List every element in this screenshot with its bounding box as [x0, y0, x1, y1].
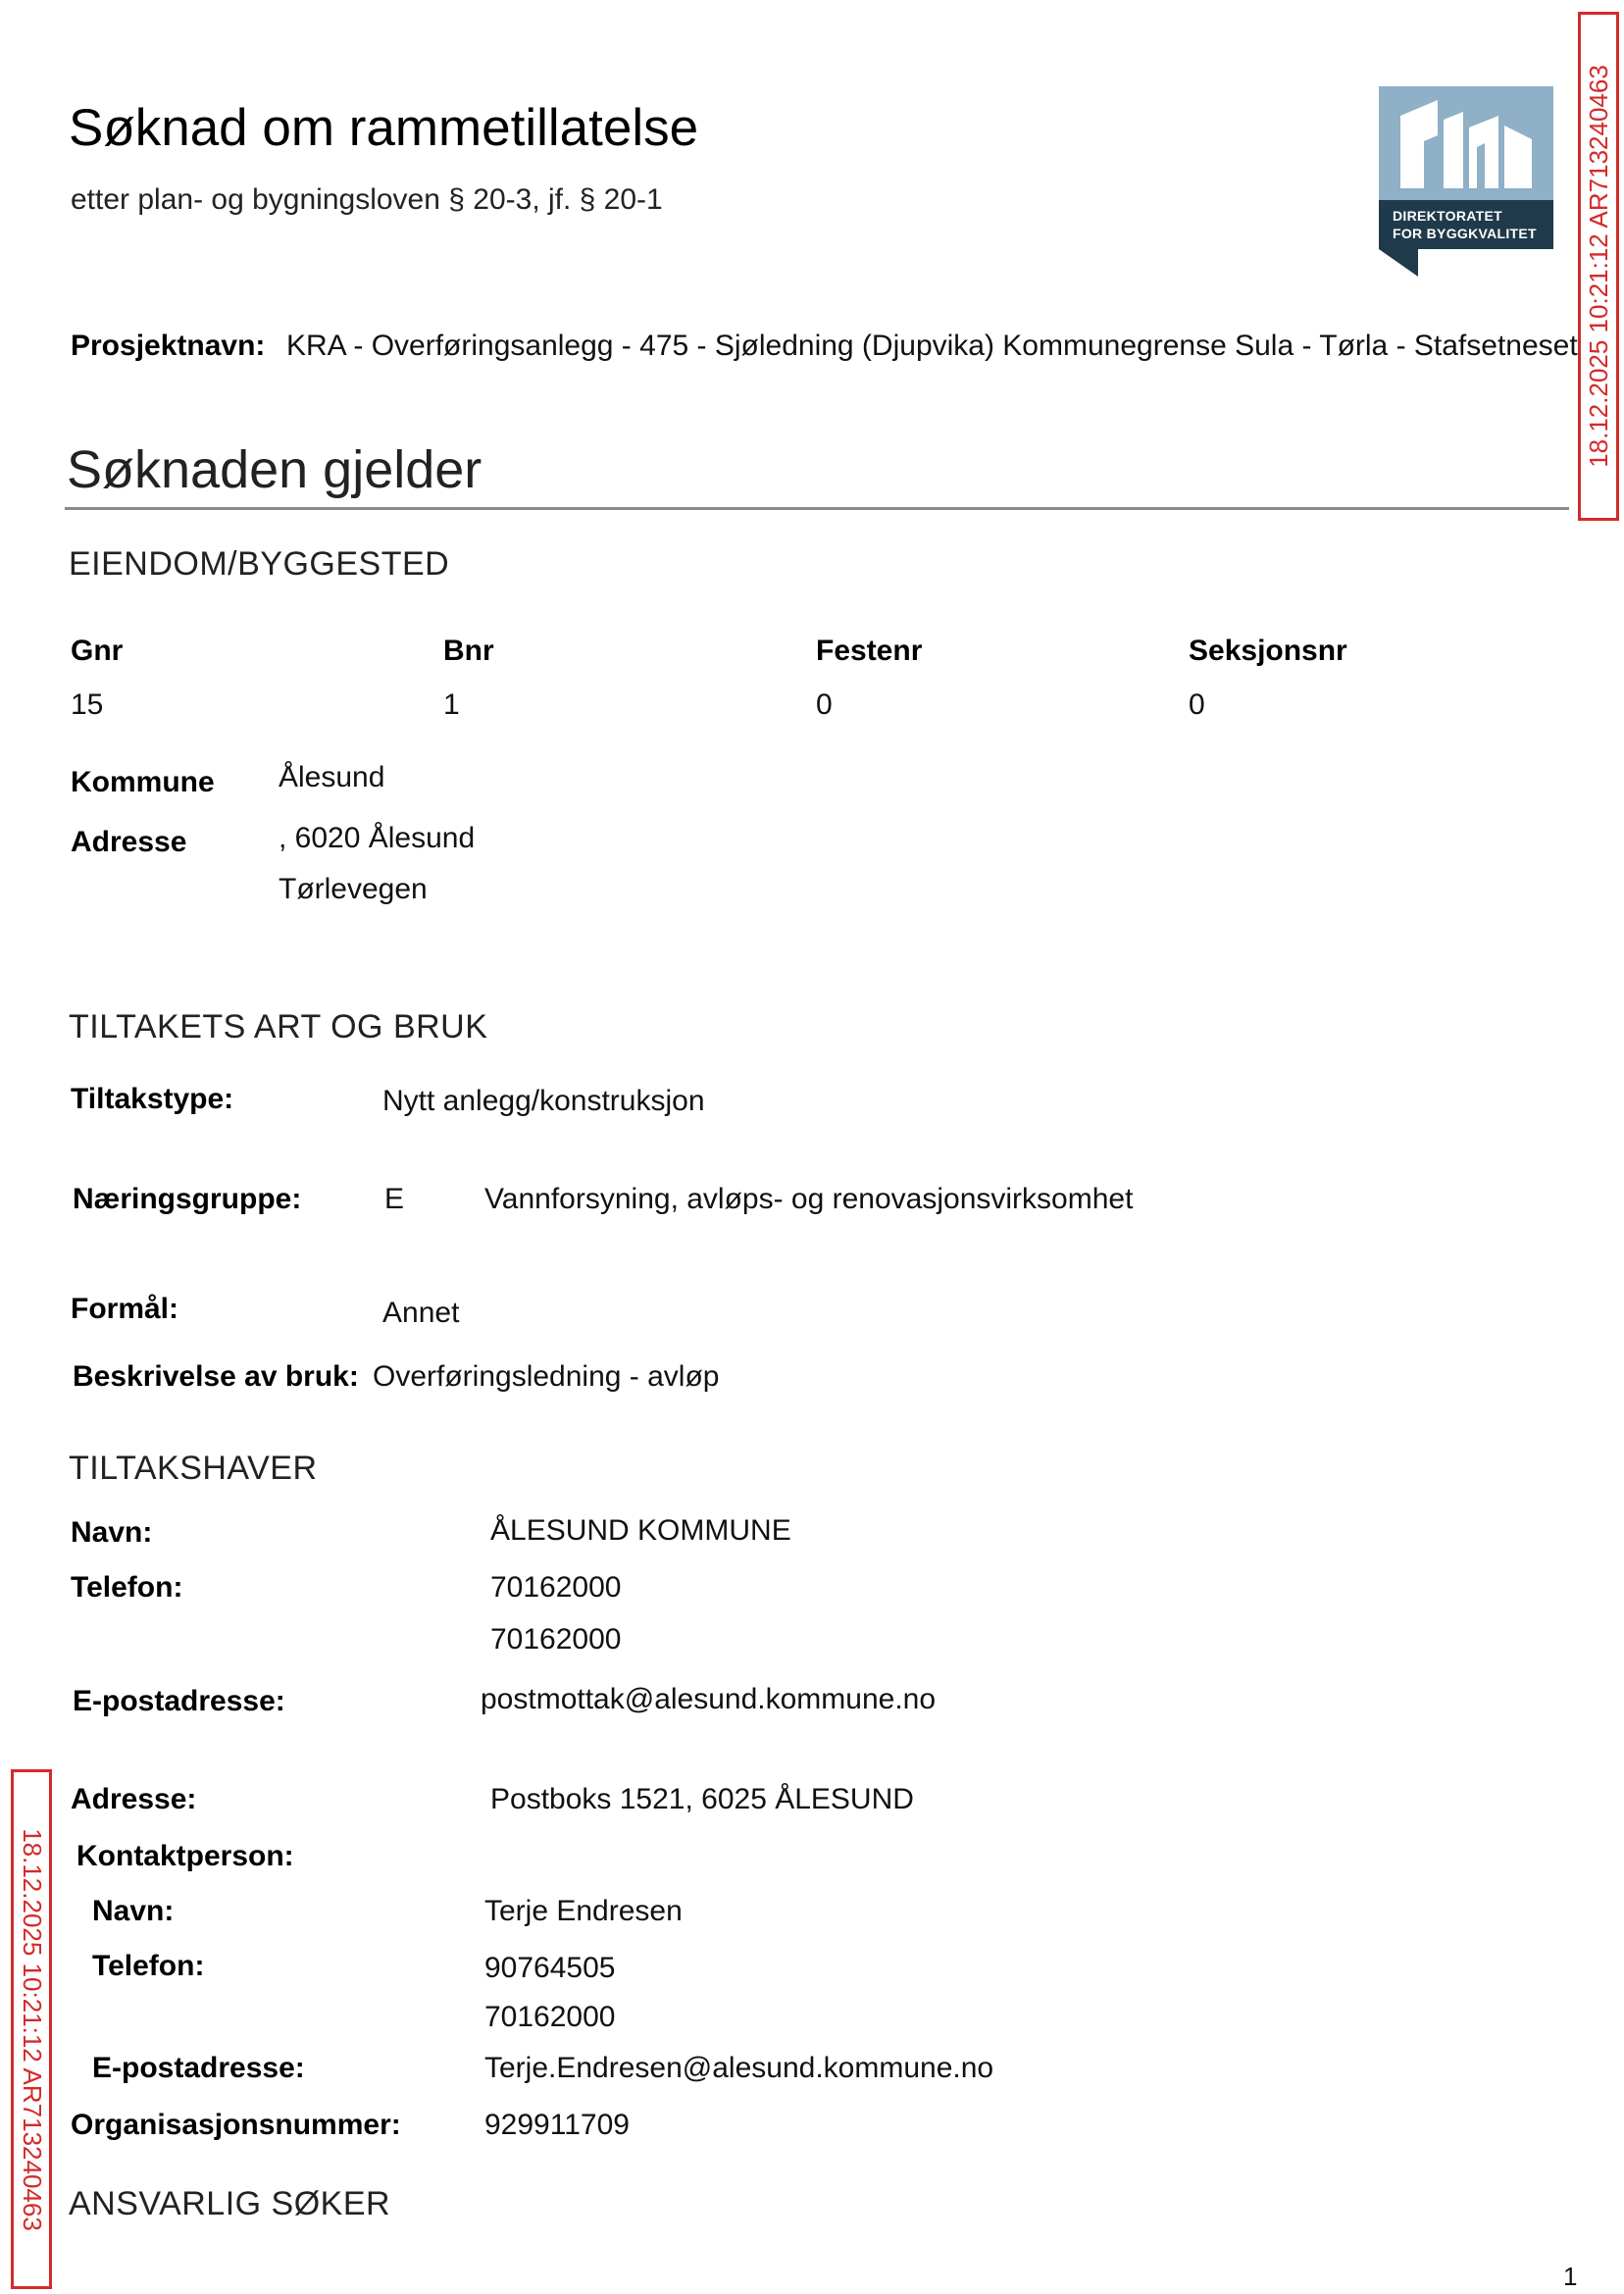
project-name-value: KRA - Overføringsanlegg - 475 - Sjøledning (Djupvika) Kommunegrense Sula - Tørla - Stafsetneset [286, 330, 1578, 362]
dibk-logo-mark-icon [1379, 86, 1553, 277]
adresse-line2: Tørlevegen [279, 873, 428, 905]
naeringsgruppe-code: E [384, 1183, 405, 1215]
project-name-label: Prosjektnavn: [71, 330, 266, 362]
page-title: Søknad om rammetillatelse [69, 99, 699, 157]
kontakt-epost-value: Terje.Endresen@alesund.kommune.no [484, 2052, 994, 2084]
kontakt-telefon1: 90764505 [484, 1952, 616, 1984]
logo-text-line2: FOR BYGGKVALITET [1393, 226, 1537, 241]
property-heading: EIENDOM/BYGGESTED [69, 545, 450, 583]
owner-heading: TILTAKSHAVER [69, 1450, 318, 1487]
owner-adresse-label: Adresse: [71, 1783, 197, 1815]
owner-telefon-label: Telefon: [71, 1571, 183, 1604]
festenr-value: 0 [816, 688, 833, 721]
owner-navn-label: Navn: [71, 1516, 153, 1549]
owner-telefon1: 70162000 [490, 1571, 622, 1604]
section-divider [65, 507, 1569, 510]
gnr-value: 15 [71, 688, 104, 721]
dibk-logo [1379, 86, 1553, 277]
orgnr-label: Organisasjonsnummer: [71, 2109, 401, 2141]
formal-value: Annet [382, 1297, 460, 1329]
festenr-label: Festenr [816, 635, 923, 667]
applicant-heading: ANSVARLIG SØKER [69, 2185, 391, 2222]
gnr-label: Gnr [71, 635, 124, 667]
naeringsgruppe-label: Næringsgruppe: [73, 1183, 302, 1215]
kontakt-telefon2: 70162000 [484, 2001, 616, 2033]
seksjonsnr-value: 0 [1189, 688, 1205, 721]
section-title: Søknaden gjelder [67, 440, 482, 499]
stamp-text: 18.12.2025 10:21:12 AR713240463 [17, 1827, 47, 2231]
tiltakstype-label: Tiltakstype: [71, 1083, 234, 1115]
bnr-label: Bnr [443, 635, 494, 667]
kommune-value: Ålesund [279, 761, 385, 793]
kontakt-navn-label: Navn: [92, 1895, 175, 1927]
logo-text-line1: DIREKTORATET [1393, 208, 1502, 224]
kontakt-telefon-label: Telefon: [92, 1950, 205, 1982]
kontakt-epost-label: E-postadresse: [92, 2052, 305, 2084]
seksjonsnr-label: Seksjonsnr [1189, 635, 1347, 667]
page-subtitle: etter plan- og bygningsloven § 20-3, jf. § 20-1 [71, 183, 663, 216]
formal-label: Formål: [71, 1293, 179, 1325]
kommune-label: Kommune [71, 766, 215, 798]
owner-navn-value: ÅLESUND KOMMUNE [490, 1514, 791, 1547]
timestamp-stamp-top [1578, 12, 1619, 521]
beskrivelse-label: Beskrivelse av bruk: [73, 1360, 359, 1393]
adresse-label: Adresse [71, 826, 187, 858]
timestamp-stamp-bottom [11, 1769, 52, 2289]
kontaktperson-label: Kontaktperson: [76, 1840, 294, 1872]
beskrivelse-value: Overføringsledning - avløp [373, 1360, 720, 1393]
page-number: 1 [1563, 2262, 1578, 2291]
kontakt-navn-value: Terje Endresen [484, 1895, 683, 1927]
naeringsgruppe-value: Vannforsyning, avløps- og renovasjonsvirksomhet [484, 1183, 1134, 1215]
owner-epost-label: E-postadresse: [73, 1685, 285, 1717]
owner-telefon2: 70162000 [490, 1623, 622, 1656]
owner-epost-value: postmottak@alesund.kommune.no [481, 1683, 937, 1715]
stamp-text: 18.12.2025 10:21:12 AR713240463 [1583, 65, 1613, 468]
adresse-line1: , 6020 Ålesund [279, 822, 476, 854]
owner-adresse-value: Postboks 1521, 6025 ÅLESUND [490, 1783, 914, 1815]
orgnr-value: 929911709 [484, 2109, 630, 2141]
measure-heading: TILTAKETS ART OG BRUK [69, 1008, 488, 1045]
tiltakstype-value: Nytt anlegg/konstruksjon [382, 1085, 705, 1117]
bnr-value: 1 [443, 688, 460, 721]
